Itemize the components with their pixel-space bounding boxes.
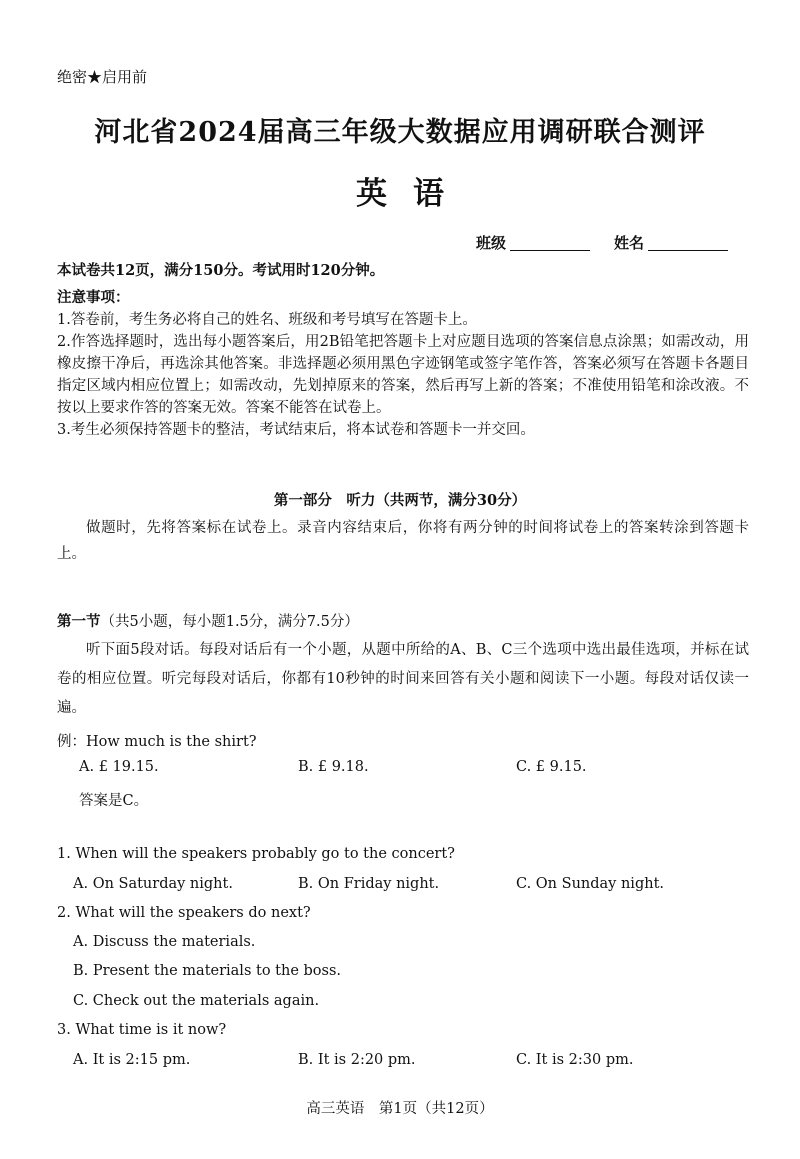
question-option: C. It is 2:30 pm. xyxy=(516,1052,634,1068)
part-directions: 做题时，先将答案标在试卷上。录音内容结束后，你将有两分钟的时间将试卷上的答案转涂到答题卡上。 xyxy=(57,520,749,562)
note-item: 1.答卷前，考生务必将自己的姓名、班级和考号填写在答题卡上。 xyxy=(57,312,477,328)
section-directions: 听下面5段对话。每段对话后有一个小题，从题中所给的A、B、C三个选项中选出最佳选项，并标在试卷的相应位置。听完每段对话后，你都有10秒钟的时间来回答有关小题和阅读下一小题。每段对话仅读一遍。 xyxy=(57,642,749,716)
exam-title: 河北省2024届高三年级大数据应用调研联合测评 xyxy=(94,117,706,148)
question-option: C. Check out the materials again. xyxy=(73,993,320,1009)
section-label: 第一节 xyxy=(57,613,101,630)
class-blank xyxy=(510,250,590,251)
question-stem: 1. When will the speakers probably go to the concert? xyxy=(57,846,455,862)
section-detail: （共5小题，每小题1.5分，满分7.5分） xyxy=(100,614,359,630)
section-title xyxy=(57,610,359,631)
class-label: 班级 xyxy=(475,234,506,252)
question-option: C. On Sunday night. xyxy=(516,876,665,892)
question-option: B. It is 2:20 pm. xyxy=(298,1052,416,1068)
page-footer: 高三英语 第1页（共12页） xyxy=(306,1101,494,1117)
name-label: 姓名 xyxy=(613,234,644,252)
question-option: B. On Friday night. xyxy=(298,876,440,892)
example-question: 例：How much is the shirt? xyxy=(57,734,257,750)
note-item: 3.考生必须保持答题卡的整洁，考试结束后，将本试卷和答题卡一并交回。 xyxy=(57,422,535,438)
question-option: A. Discuss the materials. xyxy=(73,934,256,950)
question-option: B. Present the materials to the boss. xyxy=(73,963,342,979)
example-option: B. £ 9.18. xyxy=(298,759,369,775)
notes-list xyxy=(57,309,749,441)
note-item: 2.作答选择题时，选出每小题答案后，用2B铅笔把答题卡上对应题目选项的答案信息点涂黑；如需改动，用橡皮擦干净后，再选涂其他答案。非选择题必须用黑色字迹钢笔或签字笔作答，答案必须写在答题卡各题目指定区域内相应位置上；如需改动，先划掉原来的答案，然后再写上新的答案；不准使用铅笔和涂改液。不按以上要求作答的答案无效。答案不能答在试卷上。 xyxy=(57,334,749,416)
exam-intro: 本试卷共12页，满分150分。考试用时120分钟。 xyxy=(57,262,385,279)
student-info-fields xyxy=(476,232,728,253)
example-option: C. £ 9.15. xyxy=(516,759,587,775)
example-option: A. £ 19.15. xyxy=(79,759,159,775)
question-option: A. It is 2:15 pm. xyxy=(73,1052,191,1068)
part-title: 第一部分 听力（共两节，满分30分） xyxy=(273,492,527,509)
notes-heading: 注意事项： xyxy=(57,289,130,306)
name-blank xyxy=(648,250,728,251)
subject-title: 英语 xyxy=(356,176,470,212)
confidential-label: 绝密★启用前 xyxy=(57,68,148,86)
question-stem: 2. What will the speakers do next? xyxy=(57,905,311,921)
question-option: A. On Saturday night. xyxy=(73,876,233,892)
question-stem: 3. What time is it now? xyxy=(57,1022,227,1038)
example-answer: 答案是C。 xyxy=(79,793,149,809)
